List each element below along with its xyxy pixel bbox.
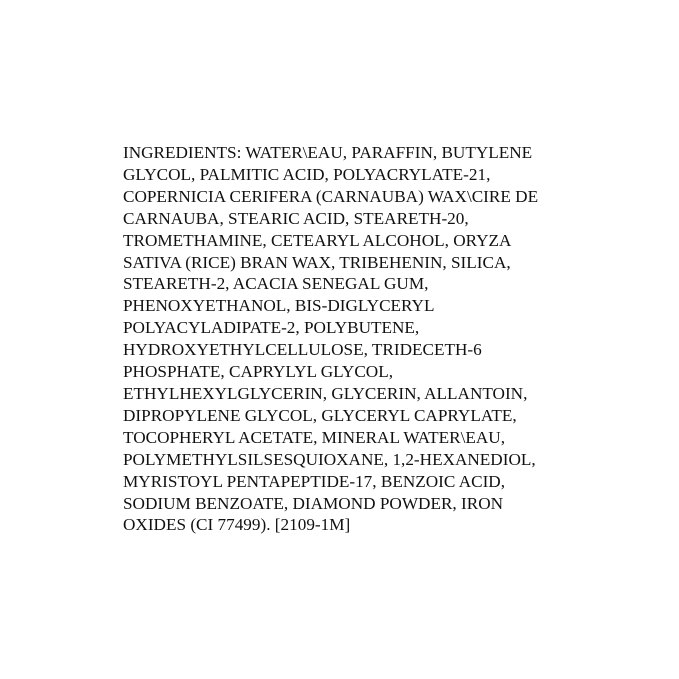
ingredients-line: POLYMETHYLSILSESQUIOXANE, 1,2-HEXANEDIOL, bbox=[123, 449, 536, 469]
ingredients-line: STEARETH-2, ACACIA SENEGAL GUM, bbox=[123, 274, 429, 294]
ingredients-line: PHOSPHATE, CAPRYLYL GLYCOL, bbox=[123, 362, 393, 382]
ingredients-line: GLYCOL, PALMITIC ACID, POLYACRYLATE-21, bbox=[123, 164, 491, 184]
ingredients-line: SATIVA (RICE) BRAN WAX, TRIBEHENIN, SILICA, bbox=[123, 252, 511, 272]
ingredients-line: ETHYLHEXYLGLYCERIN, GLYCERIN, ALLANTOIN, bbox=[123, 383, 528, 403]
ingredients-line: HYDROXYETHYLCELLULOSE, TRIDECETH-6 bbox=[123, 340, 482, 360]
ingredients-line: SODIUM BENZOATE, DIAMOND POWDER, IRON bbox=[123, 493, 504, 513]
ingredients-line: TOCOPHERYL ACETATE, MINERAL WATER\EAU, bbox=[123, 427, 505, 447]
ingredients-line: DIPROPYLENE GLYCOL, GLYCERYL CAPRYLATE, bbox=[123, 405, 517, 425]
ingredients-line: COPERNICIA CERIFERA (CARNAUBA) WAX\CIRE DE bbox=[123, 186, 539, 206]
ingredients-line: CARNAUBA, STEARIC ACID, STEARETH-20, bbox=[123, 208, 469, 228]
ingredients-line: MYRISTOYL PENTAPEPTIDE-17, BENZOIC ACID, bbox=[123, 471, 505, 491]
ingredients-line: POLYACYLADIPATE-2, POLYBUTENE, bbox=[123, 318, 420, 338]
ingredients-text-block bbox=[123, 142, 603, 536]
ingredients-line: TROMETHAMINE, CETEARYL ALCOHOL, ORYZA bbox=[123, 230, 512, 250]
ingredients-line: PHENOXYETHANOL, BIS-DIGLYCERYL bbox=[123, 296, 435, 316]
ingredients-line: INGREDIENTS: WATER\EAU, PARAFFIN, BUTYLENE bbox=[123, 143, 533, 162]
ingredients-line: OXIDES (CI 77499). [2109-1M] bbox=[123, 515, 351, 535]
